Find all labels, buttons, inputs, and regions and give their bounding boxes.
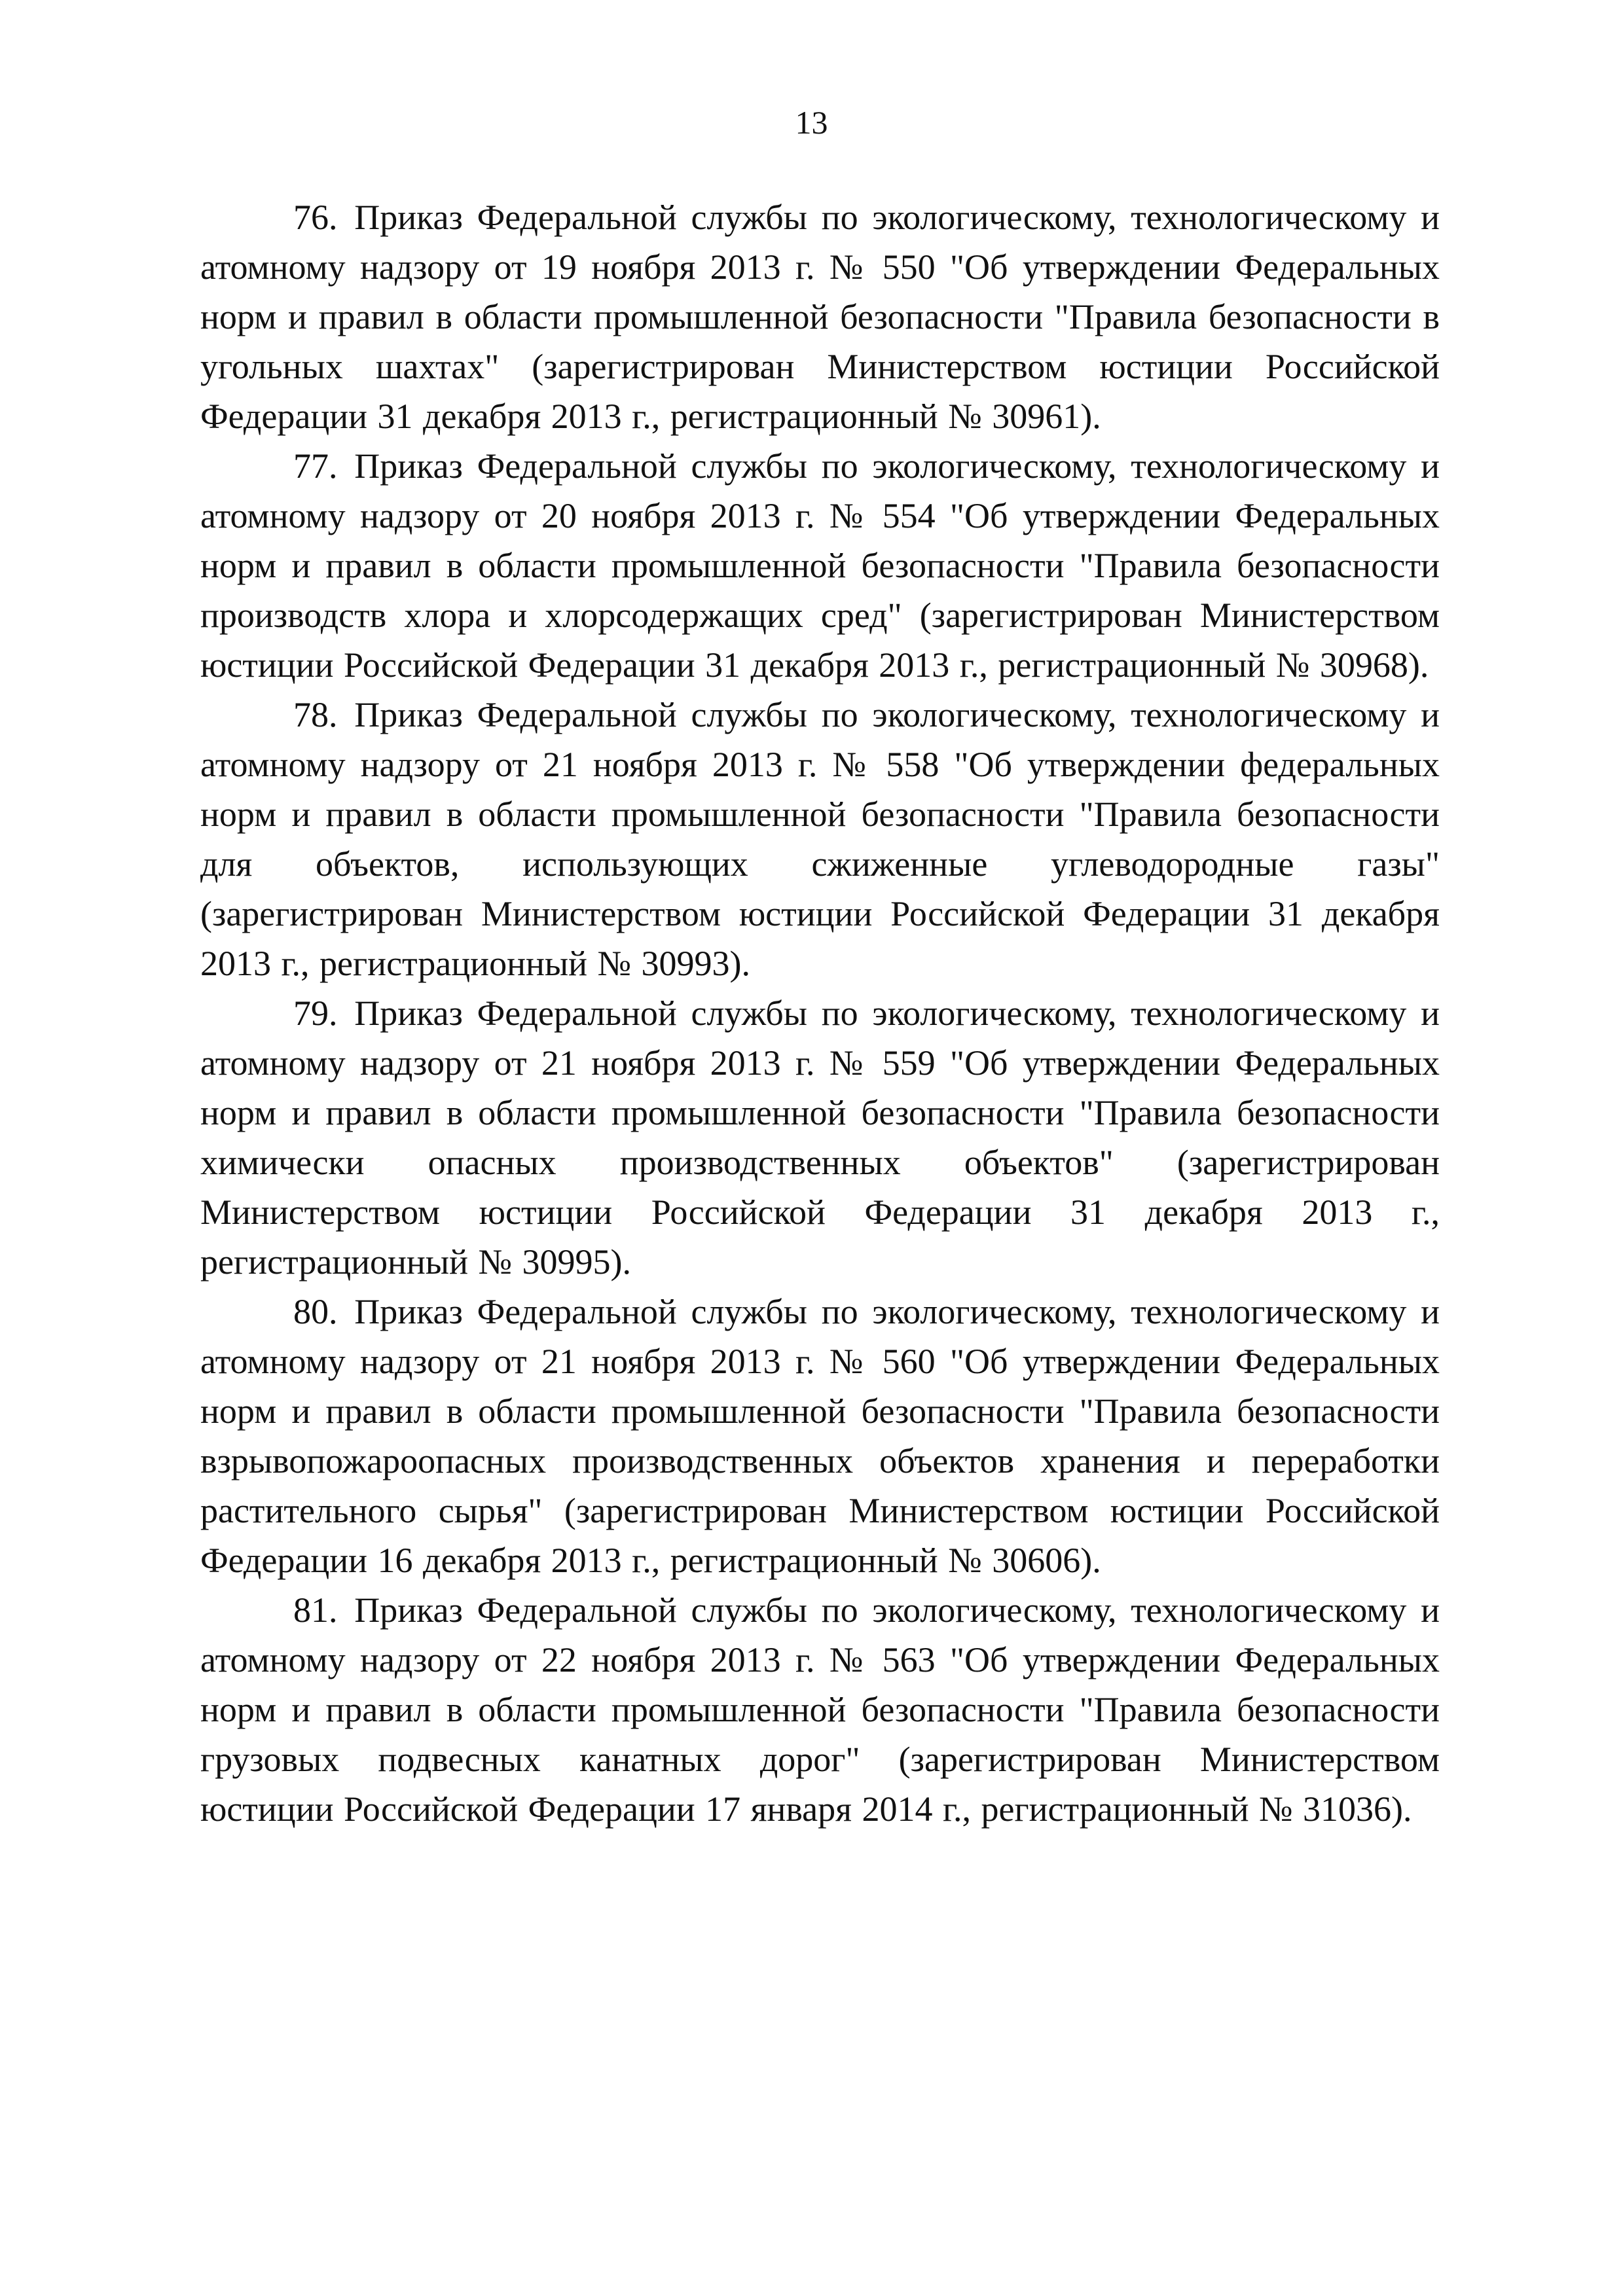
list-item (200, 1585, 1440, 1834)
item-number: 76. (293, 198, 338, 237)
list-item (200, 1287, 1440, 1585)
item-text: Приказ Федеральной службы по экологическому, технологическому и атомному надзору от 22 ноября 2013 г. № 563 "Об утверждении Федеральных норм и правил в области промышленной безопасности "Правила безопасности грузовых подвесных канатных дорог" (зарегистрирован Министерством юстиции Российской Федерации 17 января 2014 г., регистрационный № 31036). (200, 1590, 1440, 1829)
list-item (200, 988, 1440, 1287)
item-text: Приказ Федеральной службы по экологическому, технологическому и атомному надзору от 21 ноября 2013 г. № 558 "Об утверждении федеральных норм и правил в области промышленной безопасности "Правила безопасности для объектов, использующих сжиженные углеводородные газы" (зарегистрирован Министерством юстиции Российской Федерации 31 декабря 2013 г., регистрационный № 30993). (200, 695, 1440, 983)
item-number: 77. (293, 446, 338, 486)
list-item (200, 192, 1440, 441)
item-text: Приказ Федеральной службы по экологическому, технологическому и атомному надзору от 19 ноября 2013 г. № 550 "Об утверждении Федеральных норм и правил в области промышленной безопасности "Правила безопасности в угольных шахтах" (зарегистрирован Министерством юстиции Российской Федерации 31 декабря 2013 г., регистрационный № 30961). (200, 198, 1440, 436)
document-body (200, 192, 1440, 1834)
page-number: 13 (795, 104, 828, 141)
item-number: 79. (293, 994, 338, 1033)
item-number: 80. (293, 1292, 338, 1331)
item-number: 81. (293, 1590, 338, 1630)
list-item (200, 690, 1440, 988)
item-text: Приказ Федеральной службы по экологическому, технологическому и атомному надзору от 20 ноября 2013 г. № 554 "Об утверждении Федеральных норм и правил в области промышленной безопасности "Правила безопасности производств хлора и хлорсодержащих сред" (зарегистрирован Министерством юстиции Российской Федерации 31 декабря 2013 г., регистрационный № 30968). (200, 446, 1440, 685)
item-number: 78. (293, 695, 338, 734)
list-item (200, 441, 1440, 690)
item-text: Приказ Федеральной службы по экологическому, технологическому и атомному надзору от 21 ноября 2013 г. № 559 "Об утверждении Федеральных норм и правил в области промышленной безопасности "Правила безопасности химически опасных производственных объектов" (зарегистрирован Министерством юстиции Российской Федерации 31 декабря 2013 г., регистрационный № 30995). (200, 994, 1440, 1282)
item-text: Приказ Федеральной службы по экологическому, технологическому и атомному надзору от 21 ноября 2013 г. № 560 "Об утверждении Федеральных норм и правил в области промышленной безопасности "Правила безопасности взрывопожароопасных производственных объектов хранения и переработки растительного сырья" (зарегистрирован Министерством юстиции Российской Федерации 16 декабря 2013 г., регистрационный № 30606). (200, 1292, 1440, 1580)
